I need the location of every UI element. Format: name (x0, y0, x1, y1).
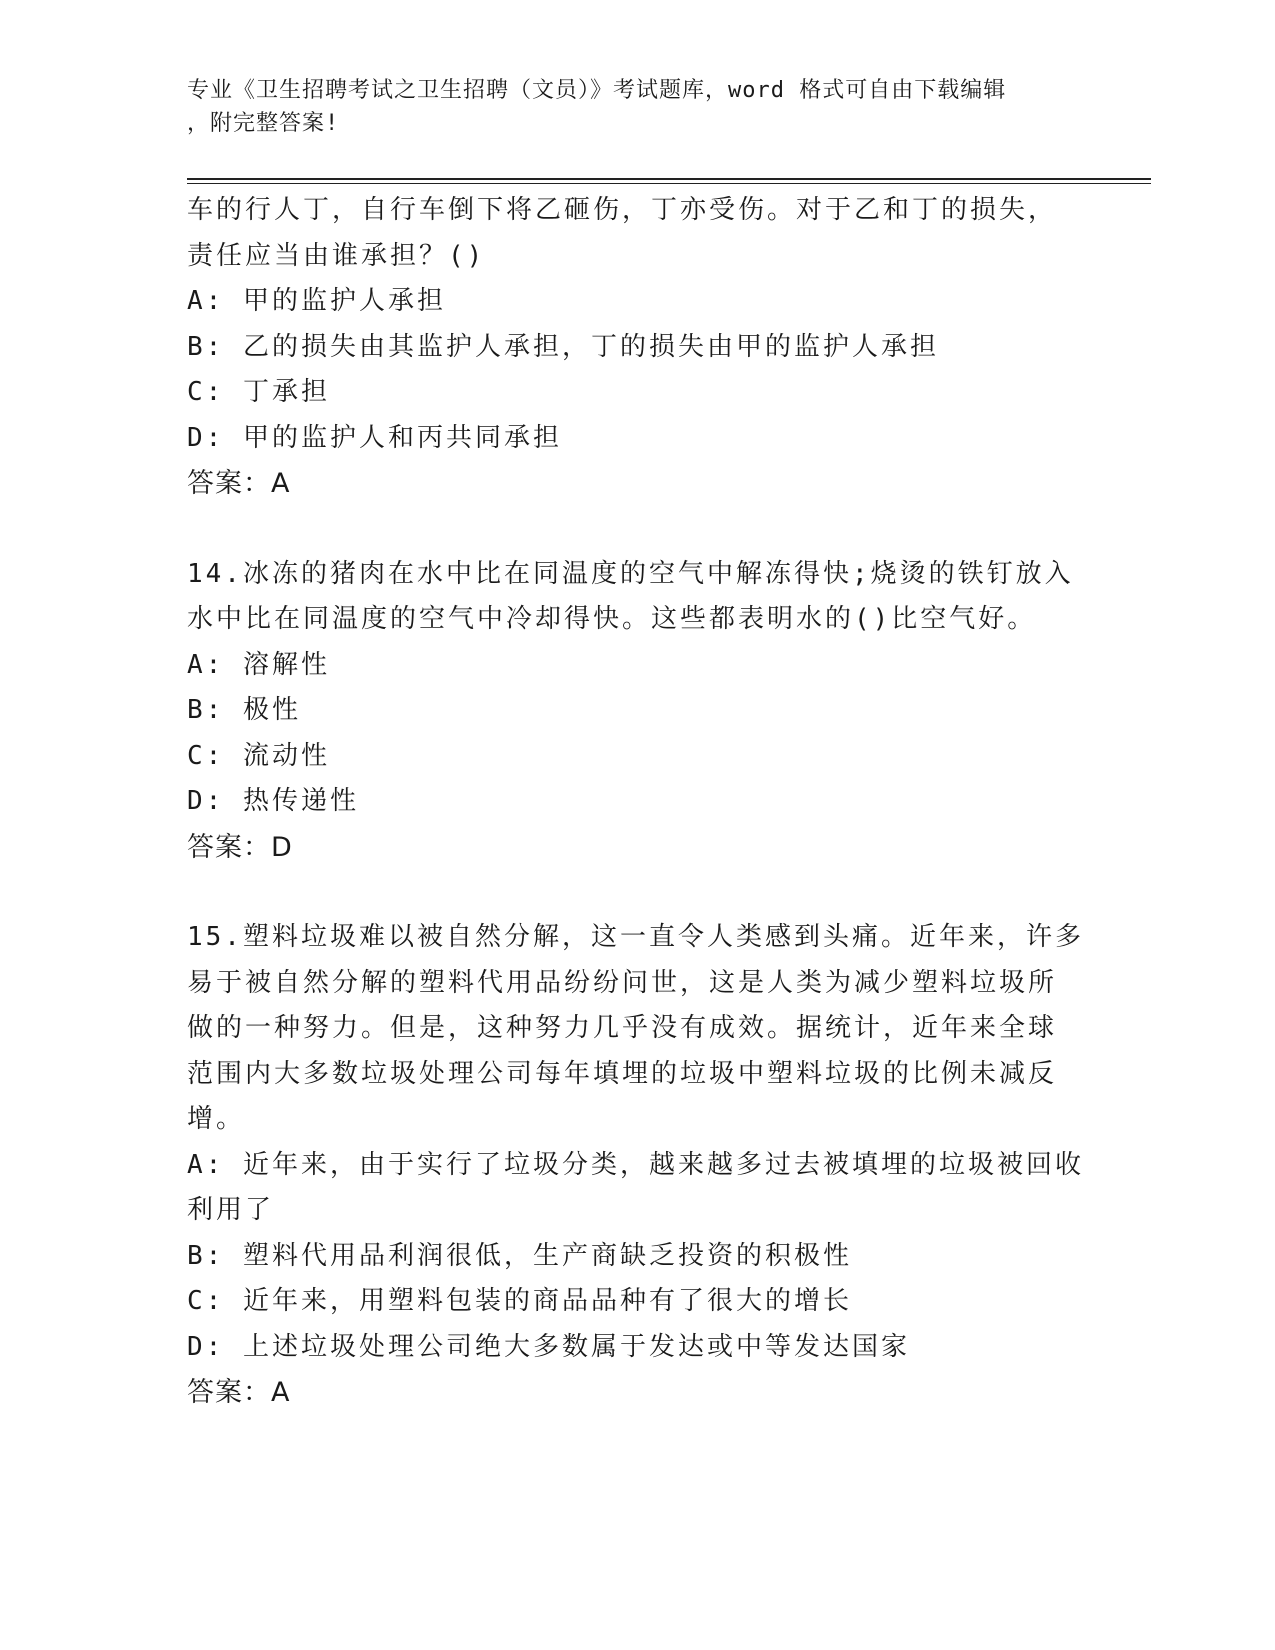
question-stem-line: 范围内大多数垃圾处理公司每年填埋的垃圾中塑料垃圾的比例未减反 (187, 1058, 1058, 1089)
option-a-continued: 利用了 (187, 1195, 275, 1225)
option-b: B: 乙的损失由其监护人承担，丁的损失由甲的监护人承担 (187, 331, 939, 362)
document-header (187, 74, 1067, 140)
question-14 (187, 552, 1087, 871)
option-d: D: 甲的监护人和丙共同承担 (187, 422, 562, 453)
question-stem-line: 易于被自然分解的塑料代用品纷纷问世，这是人类为减少塑料垃圾所 (187, 967, 1058, 998)
header-line-2: ，附完整答案! (187, 111, 340, 136)
question-13 (187, 188, 1087, 507)
question-stem-line: 15.塑料垃圾难以被自然分解，这一直令人类感到头痛。近年来，许多 (187, 922, 1084, 952)
option-b: B: 极性 (187, 695, 301, 725)
header-line-1: 专业《卫生招聘考试之卫生招聘（文员）》考试题库，word 格式可自由下载编辑 (187, 78, 1007, 103)
question-stem-line: 水中比在同温度的空气中冷却得快。这些都表明水的()比空气好。 (187, 604, 1037, 634)
option-d: D: 热传递性 (187, 786, 359, 816)
question-15 (187, 915, 1087, 1416)
option-c: C: 近年来，用塑料包装的商品品种有了很大的增长 (187, 1286, 852, 1316)
option-d: D: 上述垃圾处理公司绝大多数属于发达或中等发达国家 (187, 1331, 910, 1362)
header-divider-top (187, 178, 1151, 180)
header-divider-bottom (187, 183, 1151, 184)
question-stem-line: 增。 (187, 1104, 246, 1134)
answer-label: 答案：D (187, 831, 293, 863)
option-a: A: 溶解性 (187, 649, 330, 680)
question-list (187, 188, 1087, 1416)
option-a: A: 近年来，由于实行了垃圾分类，越来越多过去被填埋的垃圾被回收 (187, 1149, 1084, 1180)
answer-label: 答案：A (187, 468, 291, 499)
option-a: A: 甲的监护人承担 (187, 286, 446, 316)
question-stem-line: 车的行人丁，自行车倒下将乙砸伤，丁亦受伤。对于乙和丁的损失， (187, 195, 1058, 225)
answer-label: 答案：A (187, 1377, 291, 1408)
question-stem-line: 做的一种努力。但是，这种努力几乎没有成效。据统计，近年来全球 (187, 1013, 1058, 1043)
question-stem-line: 责任应当由谁承担？() (187, 240, 486, 271)
option-c: C: 流动性 (187, 740, 330, 771)
spacer (187, 870, 1087, 915)
spacer (187, 507, 1087, 552)
question-stem-line: 14.冰冻的猪肉在水中比在同温度的空气中解冻得快;烧烫的铁钉放入 (187, 558, 1074, 589)
option-c: C: 丁承担 (187, 377, 330, 407)
option-b: B: 塑料代用品利润很低，生产商缺乏投资的积极性 (187, 1240, 852, 1271)
